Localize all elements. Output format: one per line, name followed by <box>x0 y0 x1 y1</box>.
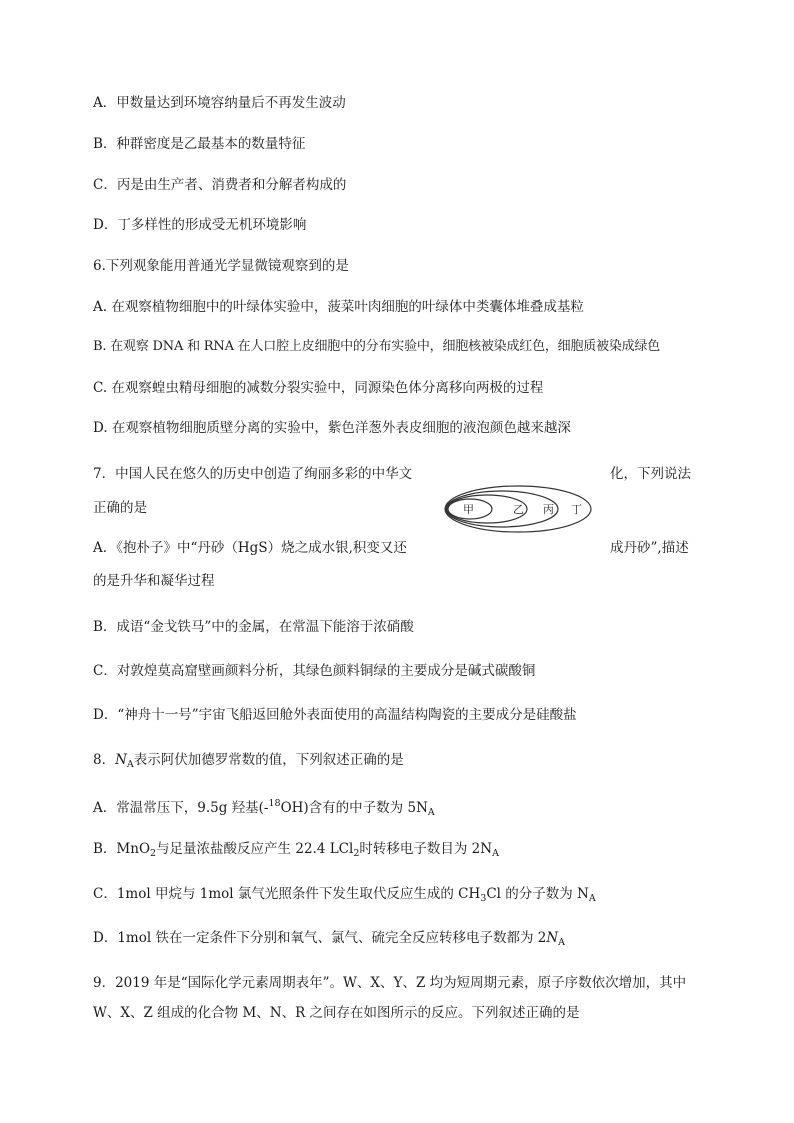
q8-option-a: A．常温常压下，9.5g 羟基(-$^{18}$OH)含有的中子数为 $5N_A$ <box>93 798 435 818</box>
q6-stem: 6.下列观象能用普通光学显微镜观察到的是 <box>93 258 349 274</box>
q6-option-a: A. 在观察植物细胞中的叶绿体实验中，菠菜叶肉细胞的叶绿体中类囊体堆叠成基粒 <box>93 299 584 315</box>
q5-option-a: A．甲数量达到环境容纳量后不再发生波动 <box>93 95 346 111</box>
q8-option-d: D．1mol 铁在一定条件下分别和氧气、氯气、硫完全反应转移电子数都为 $2N_A$ <box>93 930 566 948</box>
venn-label-yi: 乙 <box>513 503 524 516</box>
q9-stem-line2: W、X、Z 组成的化合物 M、N、R 之间存在如图所示的反应。下列叙述正确的是 <box>93 1005 580 1021</box>
q7-option-a-line2: 的是升华和凝华过程 <box>93 573 215 589</box>
q8-option-c: C．1mol 甲烷与 1mol 氯气光照条件下发生取代反应生成的 $CH_3Cl$ 的分子数为 $N_A$ <box>93 886 596 904</box>
q7-option-d: D．“神舟十一号”宇宙飞船返回舱外表面使用的高温结构陶瓷的主要成分是硅酸盐 <box>93 707 577 723</box>
q7-stem-left: 7．中国人民在悠久的历史中创造了绚丽多彩的中华文 <box>93 466 413 482</box>
venn-label-jia: 甲 <box>463 503 474 516</box>
q6-option-c: C. 在观察蝗虫精母细胞的减数分裂实验中，同源染色体分离移向两极的过程 <box>93 380 544 396</box>
q7-option-c: C．对敦煌莫高窟壁画颜料分析，其绿色颜料铜绿的主要成分是碱式碳酸铜 <box>93 663 536 679</box>
venn-label-ding: 丁 <box>571 503 582 516</box>
q7-option-a-left: A．《抱朴子》中“丹砂（HgS）烧之成水银,积变又还 <box>93 540 407 556</box>
nested-sets-diagram <box>444 485 594 533</box>
q5-option-c: C．丙是由生产者、消费者和分解者构成的 <box>93 177 347 193</box>
q8-stem: 8．$N_A$表示阿伏加德罗常数的值，下列叙述正确的是 <box>93 752 404 770</box>
q6-option-d: D. 在观察植物细胞质壁分离的实验中，紫色洋葱外表皮细胞的液泡颜色越来越深 <box>93 420 571 436</box>
q8-option-b: B．MnO$_2$与足量浓盐酸反应产生 22.4 LCl$_2$时转移电子数目为 $2N_A$ <box>93 841 499 859</box>
venn-label-bing: 丙 <box>543 503 554 516</box>
q7-option-b: B．成语“金戈铁马”中的金属，在常温下能溶于浓硝酸 <box>93 619 414 635</box>
q7-option-a-right: 成丹砂”,描述 <box>610 540 689 556</box>
q5-option-b: B．种群密度是乙最基本的数量特征 <box>93 136 306 152</box>
q7-stem-right: 化，下列说法 <box>610 466 691 482</box>
q9-stem-line1: 9．2019 年是“国际化学元素周期表年”。W、X、Y、Z 均为短周期元素，原子序数依次增加，其中 <box>93 975 687 991</box>
q5-option-d: D．丁多样性的形成受无机环境影响 <box>93 217 307 233</box>
q6-option-b: B. 在观察 DNA 和 RNA 在人口腔上皮细胞中的分布实验中，细胞核被染成红色，细胞质被染成绿色 <box>93 339 661 354</box>
q7-stem-line2: 正确的是 <box>93 500 147 516</box>
